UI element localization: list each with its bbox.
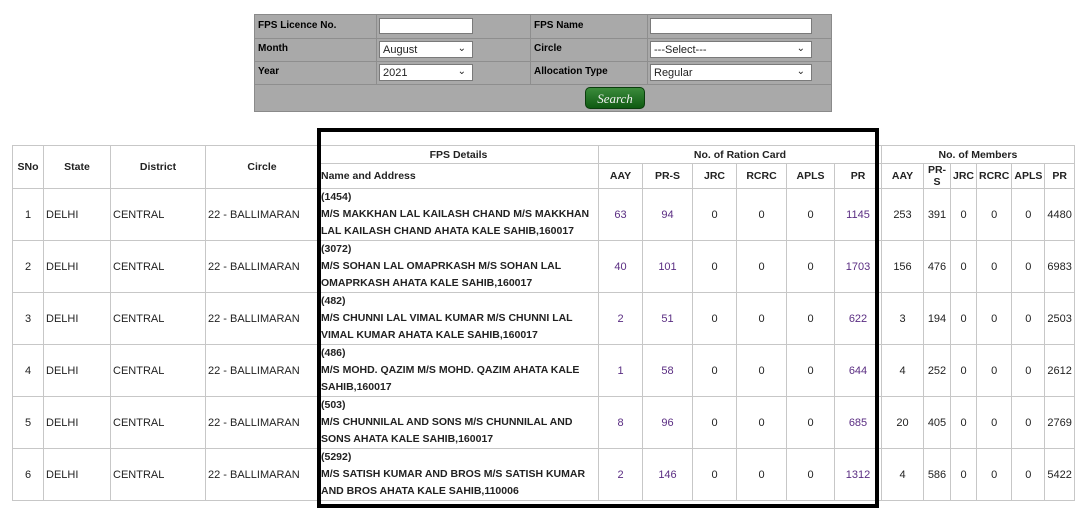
cell-ration-count[interactable]: 58 <box>643 345 693 397</box>
circle-value: ---Select--- <box>654 44 707 56</box>
cell-member-count: 0 <box>1012 293 1045 345</box>
cell-state: DELHI <box>44 345 111 397</box>
cell-ration-count: 0 <box>693 345 737 397</box>
cell-name-address <box>319 189 599 241</box>
cell-ration-count: 0 <box>787 293 835 345</box>
cell-state: DELHI <box>44 241 111 293</box>
cell-member-count: 2612 <box>1045 345 1074 397</box>
cell-member-count: 4 <box>882 345 924 397</box>
month-value: August <box>383 44 418 56</box>
cell-circle: 22 - BALLIMARAN <box>206 449 319 501</box>
header-mem-jrc: JRC <box>951 164 977 189</box>
chevron-down-icon: ⌄ <box>796 66 805 77</box>
search-form <box>254 14 832 112</box>
cell-circle: 22 - BALLIMARAN <box>206 397 319 449</box>
fps-name-label: FPS Name <box>534 20 584 31</box>
cell-ration-count[interactable]: 40 <box>599 241 643 293</box>
fps-code: (3072) <box>321 243 352 255</box>
table-row <box>13 345 1075 397</box>
header-members: No. of Members <box>882 146 1075 164</box>
cell-member-count: 156 <box>882 241 924 293</box>
cell-member-count: 0 <box>1012 345 1045 397</box>
fps-name-address: M/S SATISH KUMAR AND BROS M/S SATISH KUMAR AND BROS AHATA KALE SAHIB,110006 <box>321 468 586 497</box>
cell-member-count: 4480 <box>1045 189 1074 241</box>
cell-member-count: 0 <box>1012 449 1045 501</box>
cell-sno: 1 <box>13 189 44 241</box>
cell-ration-count[interactable]: 644 <box>835 345 882 397</box>
fps-name-address: M/S MOHD. QAZIM M/S MOHD. QAZIM AHATA KALE SAHIB,160017 <box>321 364 580 393</box>
fps-licence-input[interactable] <box>379 18 473 34</box>
header-rc-prs: PR-S <box>643 164 693 189</box>
chevron-down-icon: ⌄ <box>457 66 466 77</box>
fps-code: (5292) <box>321 451 352 463</box>
cell-member-count: 0 <box>951 189 977 241</box>
cell-ration-count: 0 <box>737 189 787 241</box>
year-label: Year <box>258 66 280 77</box>
cell-ration-count: 0 <box>693 397 737 449</box>
cell-state: DELHI <box>44 449 111 501</box>
header-sno: SNo <box>13 146 44 189</box>
cell-ration-count: 0 <box>693 189 737 241</box>
table-row <box>13 397 1075 449</box>
fps-name-address: M/S CHUNNILAL AND SONS M/S CHUNNILAL AND SONS AHATA KALE SAHIB,160017 <box>321 416 573 445</box>
header-fps-details: FPS Details <box>319 146 599 164</box>
fps-licence-label: FPS Licence No. <box>258 20 337 31</box>
cell-member-count: 253 <box>882 189 924 241</box>
cell-member-count: 0 <box>977 345 1012 397</box>
fps-name-input[interactable] <box>650 18 812 34</box>
cell-state: DELHI <box>44 189 111 241</box>
allocation-type-value: Regular <box>654 67 693 79</box>
header-mem-rcrc: RCRC <box>977 164 1012 189</box>
fps-code: (486) <box>321 347 346 359</box>
fps-name-address: M/S MAKKHAN LAL KAILASH CHAND M/S MAKKHAN LAL KAILASH CHAND AHATA KALE SAHIB,160017 <box>321 208 590 237</box>
cell-ration-count: 0 <box>737 449 787 501</box>
circle-select[interactable] <box>650 41 812 58</box>
cell-district: CENTRAL <box>111 241 206 293</box>
header-rc-pr: PR <box>835 164 882 189</box>
header-state: State <box>44 146 111 189</box>
cell-name-address <box>319 241 599 293</box>
cell-district: CENTRAL <box>111 293 206 345</box>
cell-name-address <box>319 397 599 449</box>
circle-label: Circle <box>534 43 562 54</box>
cell-sno: 5 <box>13 397 44 449</box>
cell-circle: 22 - BALLIMARAN <box>206 345 319 397</box>
fps-code: (1454) <box>321 191 352 203</box>
cell-sno: 2 <box>13 241 44 293</box>
cell-district: CENTRAL <box>111 345 206 397</box>
fps-table <box>12 145 1075 501</box>
header-rc-apls: APLS <box>787 164 835 189</box>
cell-district: CENTRAL <box>111 397 206 449</box>
cell-member-count: 20 <box>882 397 924 449</box>
cell-ration-count: 0 <box>787 345 835 397</box>
header-rc-rcrc: RCRC <box>737 164 787 189</box>
header-mem-pr: PR <box>1045 164 1074 189</box>
cell-member-count: 6983 <box>1045 241 1074 293</box>
table-row <box>13 449 1075 501</box>
cell-name-address <box>319 293 599 345</box>
allocation-type-label: Allocation Type <box>534 66 608 77</box>
allocation-type-select[interactable] <box>650 64 812 81</box>
cell-member-count: 0 <box>977 293 1012 345</box>
cell-member-count: 0 <box>951 241 977 293</box>
cell-ration-count[interactable]: 8 <box>599 397 643 449</box>
cell-ration-count[interactable]: 101 <box>643 241 693 293</box>
cell-ration-count[interactable]: 1703 <box>835 241 882 293</box>
header-rc-aay: AAY <box>599 164 643 189</box>
cell-ration-count: 0 <box>737 397 787 449</box>
cell-ration-count: 0 <box>737 293 787 345</box>
cell-district: CENTRAL <box>111 189 206 241</box>
chevron-down-icon: ⌄ <box>457 43 466 54</box>
cell-ration-count[interactable]: 622 <box>835 293 882 345</box>
cell-state: DELHI <box>44 293 111 345</box>
cell-ration-count: 0 <box>737 241 787 293</box>
header-ration-card: No. of Ration Card <box>599 146 882 164</box>
cell-member-count: 4 <box>882 449 924 501</box>
cell-state: DELHI <box>44 397 111 449</box>
cell-member-count: 405 <box>924 397 951 449</box>
fps-name-address: M/S CHUNNI LAL VIMAL KUMAR M/S CHUNNI LAL VIMAL KUMAR AHATA KALE SAHIB,160017 <box>321 312 573 341</box>
header-circle: Circle <box>206 146 319 189</box>
cell-member-count: 0 <box>1012 397 1045 449</box>
cell-member-count: 0 <box>1012 189 1045 241</box>
cell-ration-count[interactable]: 94 <box>643 189 693 241</box>
header-name-address: Name and Address <box>319 164 599 189</box>
cell-ration-count[interactable]: 96 <box>643 397 693 449</box>
cell-ration-count[interactable]: 685 <box>835 397 882 449</box>
cell-district: CENTRAL <box>111 449 206 501</box>
table-row <box>13 189 1075 241</box>
cell-ration-count[interactable]: 2 <box>599 449 643 501</box>
cell-member-count: 391 <box>924 189 951 241</box>
cell-ration-count[interactable]: 2 <box>599 293 643 345</box>
cell-member-count: 0 <box>977 397 1012 449</box>
cell-circle: 22 - BALLIMARAN <box>206 241 319 293</box>
header-mem-apls: APLS <box>1012 164 1045 189</box>
cell-member-count: 0 <box>977 241 1012 293</box>
cell-member-count: 2503 <box>1045 293 1074 345</box>
cell-ration-count[interactable]: 1 <box>599 345 643 397</box>
fps-name-address: M/S SOHAN LAL OMAPRKASH M/S SOHAN LAL OMAPRKASH AHATA KALE SAHIB,160017 <box>321 260 561 289</box>
month-select[interactable] <box>379 41 473 58</box>
cell-ration-count[interactable]: 1145 <box>835 189 882 241</box>
cell-ration-count: 0 <box>737 345 787 397</box>
cell-member-count: 0 <box>951 345 977 397</box>
cell-ration-count[interactable]: 146 <box>643 449 693 501</box>
cell-member-count: 0 <box>951 449 977 501</box>
header-district: District <box>111 146 206 189</box>
cell-ration-count: 0 <box>787 449 835 501</box>
cell-ration-count: 0 <box>787 189 835 241</box>
cell-circle: 22 - BALLIMARAN <box>206 189 319 241</box>
year-value: 2021 <box>383 67 408 79</box>
table-row <box>13 293 1075 345</box>
cell-member-count: 5422 <box>1045 449 1074 501</box>
search-button[interactable]: Search <box>585 87 645 109</box>
cell-name-address <box>319 449 599 501</box>
cell-member-count: 252 <box>924 345 951 397</box>
cell-ration-count: 0 <box>787 241 835 293</box>
cell-ration-count: 0 <box>693 293 737 345</box>
header-mem-prs: PR-S <box>924 164 951 189</box>
fps-code: (482) <box>321 295 346 307</box>
cell-ration-count[interactable]: 1312 <box>835 449 882 501</box>
cell-member-count: 0 <box>951 293 977 345</box>
cell-ration-count[interactable]: 51 <box>643 293 693 345</box>
cell-name-address <box>319 345 599 397</box>
cell-ration-count[interactable]: 63 <box>599 189 643 241</box>
month-label: Month <box>258 43 288 54</box>
cell-member-count: 194 <box>924 293 951 345</box>
header-rc-jrc: JRC <box>693 164 737 189</box>
cell-circle: 22 - BALLIMARAN <box>206 293 319 345</box>
cell-ration-count: 0 <box>693 241 737 293</box>
chevron-down-icon: ⌄ <box>796 43 805 54</box>
cell-sno: 6 <box>13 449 44 501</box>
cell-member-count: 0 <box>1012 241 1045 293</box>
header-mem-aay: AAY <box>882 164 924 189</box>
cell-ration-count: 0 <box>693 449 737 501</box>
cell-sno: 3 <box>13 293 44 345</box>
cell-member-count: 3 <box>882 293 924 345</box>
cell-member-count: 0 <box>977 449 1012 501</box>
cell-member-count: 0 <box>951 397 977 449</box>
fps-code: (503) <box>321 399 346 411</box>
year-select[interactable] <box>379 64 473 81</box>
cell-member-count: 0 <box>977 189 1012 241</box>
table-row <box>13 241 1075 293</box>
cell-member-count: 2769 <box>1045 397 1074 449</box>
cell-member-count: 476 <box>924 241 951 293</box>
cell-member-count: 586 <box>924 449 951 501</box>
cell-sno: 4 <box>13 345 44 397</box>
cell-ration-count: 0 <box>787 397 835 449</box>
